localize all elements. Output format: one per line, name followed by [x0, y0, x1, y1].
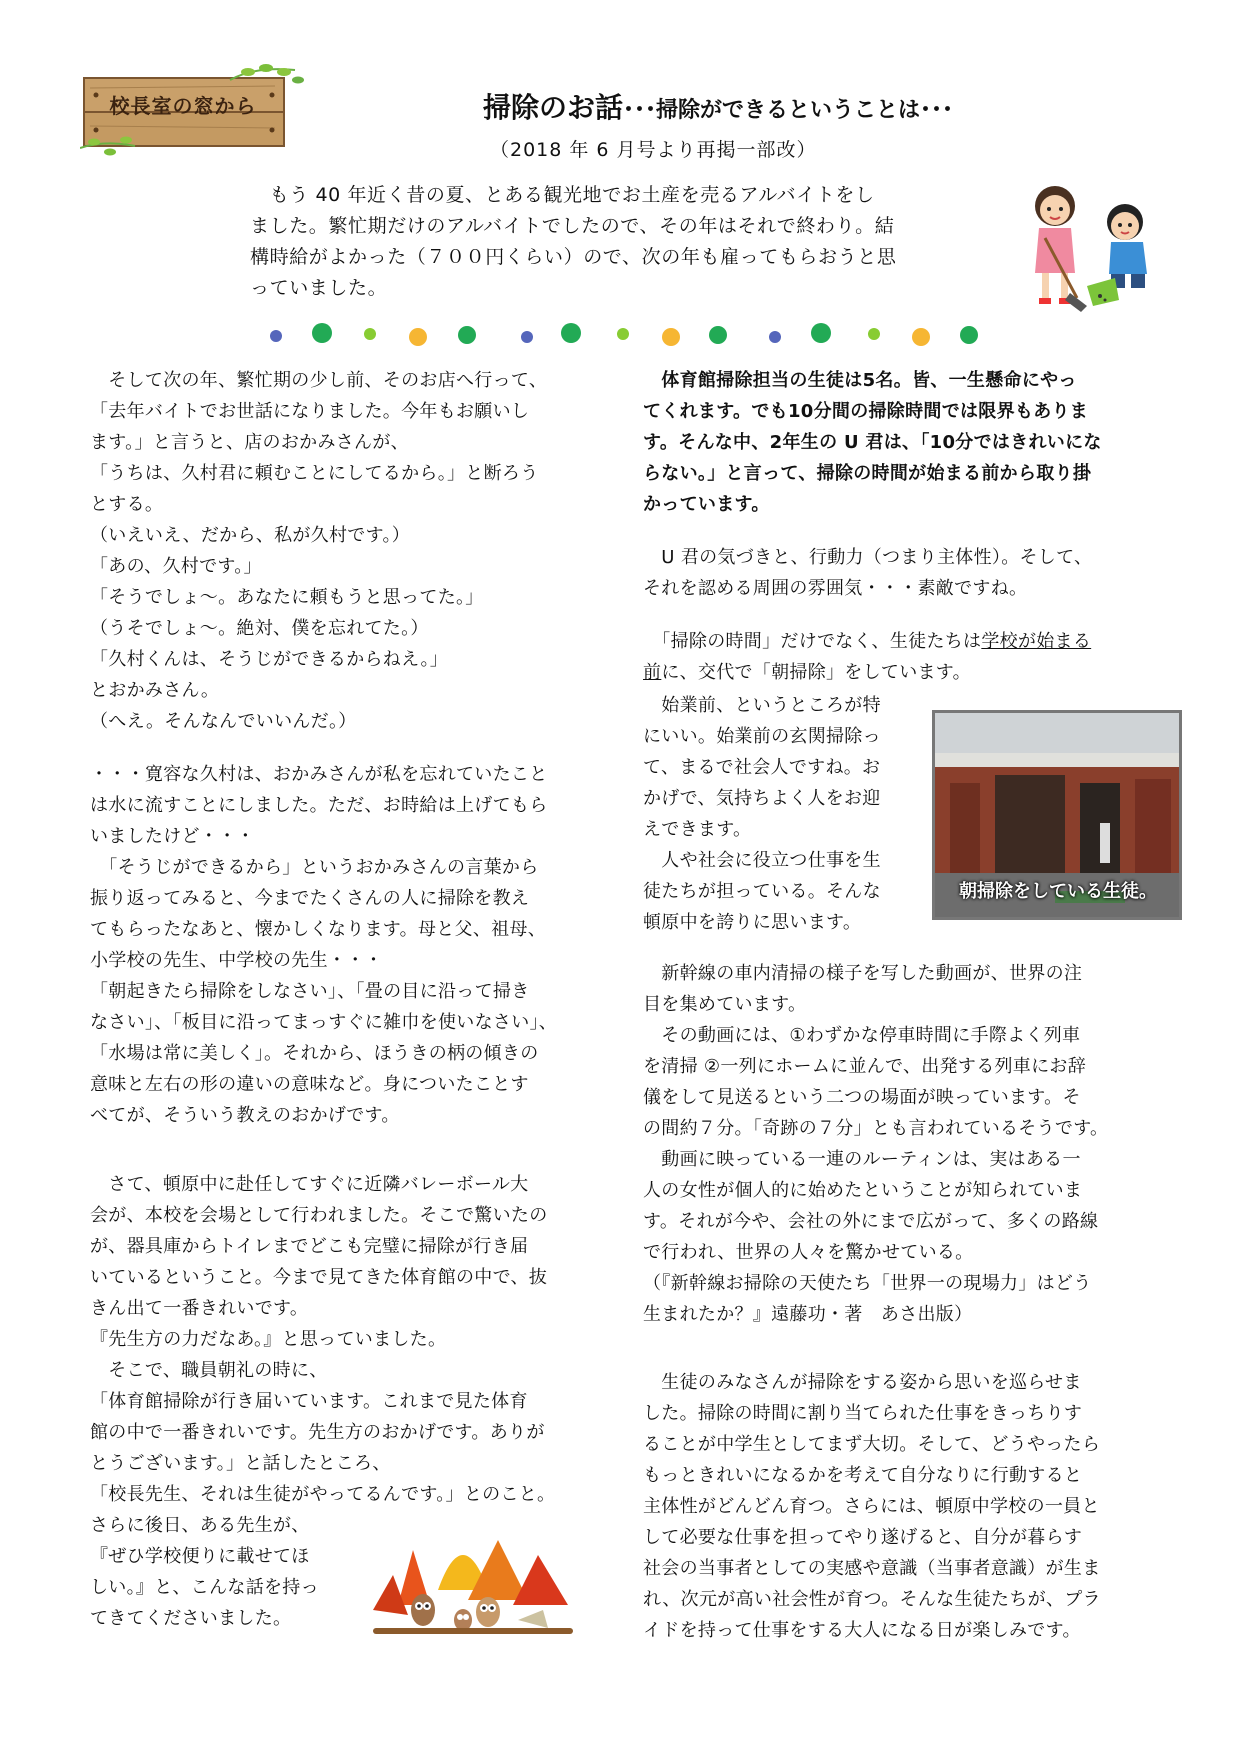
text-line: 体育館掃除担当の生徒は5名。皆、一生懸命にやっ [643, 370, 1077, 391]
text-line: 社会の当事者としての実感や意識（当事者意識）が生ま [643, 1558, 1101, 1579]
children-sweeping-icon [1015, 178, 1175, 318]
right-column [643, 365, 1153, 688]
text-line: さらに後日、ある先生が、 [90, 1515, 310, 1536]
underlined-text: 前 [643, 662, 662, 683]
anecdote-block [90, 365, 605, 737]
text-line: 『ぜひ学校便りに載せてほ [90, 1546, 310, 1567]
header-sign [80, 60, 310, 160]
text-line: 「あの、久村です。」 [90, 556, 262, 577]
shinkansen-block [643, 958, 1153, 1330]
intro-line: もう 40 年近く昔の夏、とある観光地でお土産を売るアルバイトをし [250, 184, 875, 206]
text-line: 人や社会に役立つ仕事を生 [643, 850, 881, 871]
text-line: 人の女性が個人的に始めたということが知られていま [643, 1180, 1083, 1201]
title-sub: ･･･掃除ができるということは･･･ [623, 98, 954, 123]
text-line: とする。 [90, 494, 164, 515]
dot-divider-graphic [260, 320, 990, 350]
text-line: らない。」と言って、掃除の時間が始まる前から取り掛 [643, 463, 1092, 484]
text-line: を清掃 ②一列にホームに並んで、出発する列車にお辞 [643, 1056, 1086, 1077]
divider-dot [458, 326, 476, 344]
intro-line: ました。繁忙期だけのアルバイトでしたので、その年はそれで終わり。結 [250, 215, 895, 237]
text-line: もっときれいになるかを考えて自分なりに行動すると [643, 1465, 1083, 1486]
text-line: （へえ。そんなんでいいんだ。） [90, 711, 357, 732]
divider-dot [811, 323, 831, 343]
text-line: 「校長先生、それは生徒がやってるんです。」とのこと。 [90, 1484, 556, 1505]
text-line: 「うちは、久村君に頼むことにしてるから。」と断ろう [90, 463, 539, 484]
text-line: いましたけど・・・ [90, 826, 255, 847]
text-line: なさい」、「板目に沿ってまっすぐに雑巾を使いなさい」、 [90, 1012, 558, 1033]
entrance-photo [932, 710, 1182, 920]
text-line: 主体性がどんどん育つ。さらには、頓原中学校の一員と [643, 1496, 1100, 1517]
text-line: いているということ。今まで見てきた体育館の中で、抜 [90, 1267, 548, 1288]
text-line: きん出て一番きれいです。 [90, 1298, 309, 1319]
text-line: て、まるで社会人ですね。お [643, 757, 881, 778]
text-line: 徒たちが担っている。そんな [643, 881, 881, 902]
text-line: べてが、そういう教えのおかげです。 [90, 1105, 400, 1126]
text-line: す。そんな中、2年生の U 君は、「10分ではきれいにな [643, 432, 1102, 453]
autumn-leaves-owls-icon [368, 1510, 588, 1640]
divider-dot [868, 328, 880, 340]
text-line: （いえいえ、だから、私が久村です。） [90, 525, 411, 546]
left-column [90, 365, 605, 1634]
text-line: 動画に映っている一連のルーティンは、実はある一 [643, 1149, 1081, 1170]
text-line: 「掃除の時間」だけでなく、生徒たちは学校が始まる [643, 631, 1092, 652]
photo-caption: 朝掃除をしている生徒。 [959, 881, 1157, 902]
divider-dot [769, 331, 781, 343]
text-line: して必要な仕事を担ってやり遂げると、自分が暮らす [643, 1527, 1083, 1548]
closing-block [643, 1367, 1153, 1646]
text-line: 「体育館掃除が行き届いています。これまで見た体育 [90, 1391, 528, 1412]
divider-dot [270, 330, 282, 342]
text-line: は水に流すことにしました。ただ、お時給は上げてもら [90, 795, 548, 816]
text-line: 振り返ってみると、今までたくさんの人に掃除を教え [90, 888, 530, 909]
text-line: 前に、交代で「朝掃除」をしています。 [643, 662, 971, 683]
divider-dot [960, 326, 978, 344]
text-line: しい。』と、こんな話を持っ [90, 1577, 319, 1598]
text-line: 「そうでしょ～。あなたに頼もうと思ってた。」 [90, 587, 484, 608]
divider-dot [312, 323, 332, 343]
awareness-block [643, 542, 1153, 604]
text-line: イドを持って仕事をする大人になる日が楽しみです。 [643, 1620, 1081, 1641]
reflection-block [90, 759, 605, 1131]
sign-label: 校長室の窓から [109, 94, 257, 118]
text-line: の間約７分。「奇跡の７分」とも言われているそうです。 [643, 1118, 1109, 1139]
text-line: 「去年バイトでお世話になりました。今年もお願いし [90, 401, 530, 422]
intro-line: 構時給がよかった（７００円くらい）ので、次の年も雇ってもらおうと思 [250, 246, 897, 268]
photo-side-text [643, 690, 925, 938]
text-line: 館の中で一番きれいです。先生方のおかげです。ありが [90, 1422, 545, 1443]
text-line: 「そうじができるから」というおかみさんの言葉から [90, 857, 539, 878]
text-line: 「久村くんは、そうじができるからねえ。」 [90, 649, 449, 670]
text-line: （うそでしょ～。絶対、僕を忘れてた。） [90, 618, 429, 639]
text-line: てきてくださいました。 [90, 1608, 292, 1629]
text-line: その動画には、①わずかな停車時間に手際よく列車 [643, 1025, 1081, 1046]
children-cleaning-illustration [1015, 178, 1175, 318]
intro-paragraph [250, 180, 960, 304]
text-line: 生まれたか？』遠藤功・著 あさ出版） [643, 1304, 973, 1325]
divider-dot [409, 328, 427, 346]
text-line: ることが中学生としてまず大切。そして、どうやったら [643, 1434, 1101, 1455]
text-line: れ、次元が高い社会性が育つ。そんな生徒たちが、プラ [643, 1589, 1101, 1610]
text-line: とおかみさん。 [90, 680, 220, 701]
text-line: 「水場は常に美しく」。それから、ほうきの柄の傾きの [90, 1043, 539, 1064]
divider-dot [709, 326, 727, 344]
text-line: 生徒のみなさんが掃除をする姿から思いを巡らせま [643, 1372, 1082, 1393]
text-line: で行われ、世界の人々を驚かせている。 [643, 1242, 974, 1263]
autumn-leaves-illustration [368, 1510, 588, 1640]
divider-dot [912, 328, 930, 346]
text-line: てくれます。でも10分間の掃除時間では限界もありま [643, 401, 1089, 422]
text-line: さて、頓原中に赴任してすぐに近隣バレーボール大 [90, 1174, 529, 1195]
student-effort-block [643, 365, 1153, 520]
text-line: 「朝起きたら掃除をしなさい」、「畳の目に沿って掃き [90, 981, 530, 1002]
text-line: てもらったなあと、懐かしくなります。母と父、祖母、 [90, 919, 547, 940]
text-line: が、器具庫からトイレまでどこも完璧に掃除が行き届 [90, 1236, 529, 1257]
intro-line: っていました。 [250, 277, 388, 299]
text-line: そこで、職員朝礼の時に、 [90, 1360, 328, 1381]
text-line: それを認める周囲の雰囲気・・・素敵ですね。 [643, 578, 1028, 599]
text-line: えできます。 [643, 819, 752, 840]
morning-cleaning-block [643, 626, 1153, 688]
text-line: そして次の年、繁忙期の少し前、そのお店へ行って、 [90, 370, 548, 391]
divider-dot [561, 323, 581, 343]
text-line: 意味と左右の形の違いの意味など。身についたことす [90, 1074, 529, 1095]
text-line: 儀をして見送るという二つの場面が映っています。そ [643, 1087, 1081, 1108]
text-line: 会が、本校を会場として行われました。そこで驚いたの [90, 1205, 548, 1226]
divider-dot [364, 328, 376, 340]
divider-dot [662, 328, 680, 346]
text-line: かげで、気持ちよく人をお迎 [643, 788, 881, 809]
text-line: ・・・寛容な久村は、おかみさんが私を忘れていたこと [90, 764, 548, 785]
dot-divider [260, 320, 990, 350]
text-line: ます。」と言うと、店のおかみさんが、 [90, 432, 409, 453]
text-line: 『先生方の力だなあ。』と思っていました。 [90, 1329, 447, 1350]
text-line: U 君の気づきと、行動力（つまり主体性）。そして、 [643, 547, 1093, 568]
text-line: にいい。始業前の玄関掃除っ [643, 726, 881, 747]
text-line: す。それが今や、会社の外にまで広がって、多くの路線 [643, 1211, 1099, 1232]
text-line: 小学校の先生、中学校の先生・・・ [90, 950, 383, 971]
underlined-text: 学校が始まる [981, 631, 1092, 652]
page-title [483, 86, 953, 126]
title-main: 掃除のお話 [483, 91, 624, 124]
text-line: 始業前、というところが特 [643, 695, 881, 716]
text-line: （『新幹線お掃除の天使たち「世界一の現場力」はどう [643, 1273, 1092, 1294]
republish-note: （2018 年 6 月号より再掲一部改） [490, 139, 817, 161]
text-line: 新幹線の車内清掃の様子を写した動画が、世界の注 [643, 963, 1083, 984]
text-line: とうございます。」と話したところ、 [90, 1453, 391, 1474]
divider-dot [617, 328, 629, 340]
divider-dot [521, 331, 533, 343]
text-line: した。掃除の時間に割り当てられた仕事をきっちりす [643, 1403, 1083, 1424]
text-line: 目を集めています。 [643, 994, 807, 1015]
text-line: かっています。 [643, 494, 770, 515]
text-line: 頓原中を誇りに思います。 [643, 912, 862, 933]
